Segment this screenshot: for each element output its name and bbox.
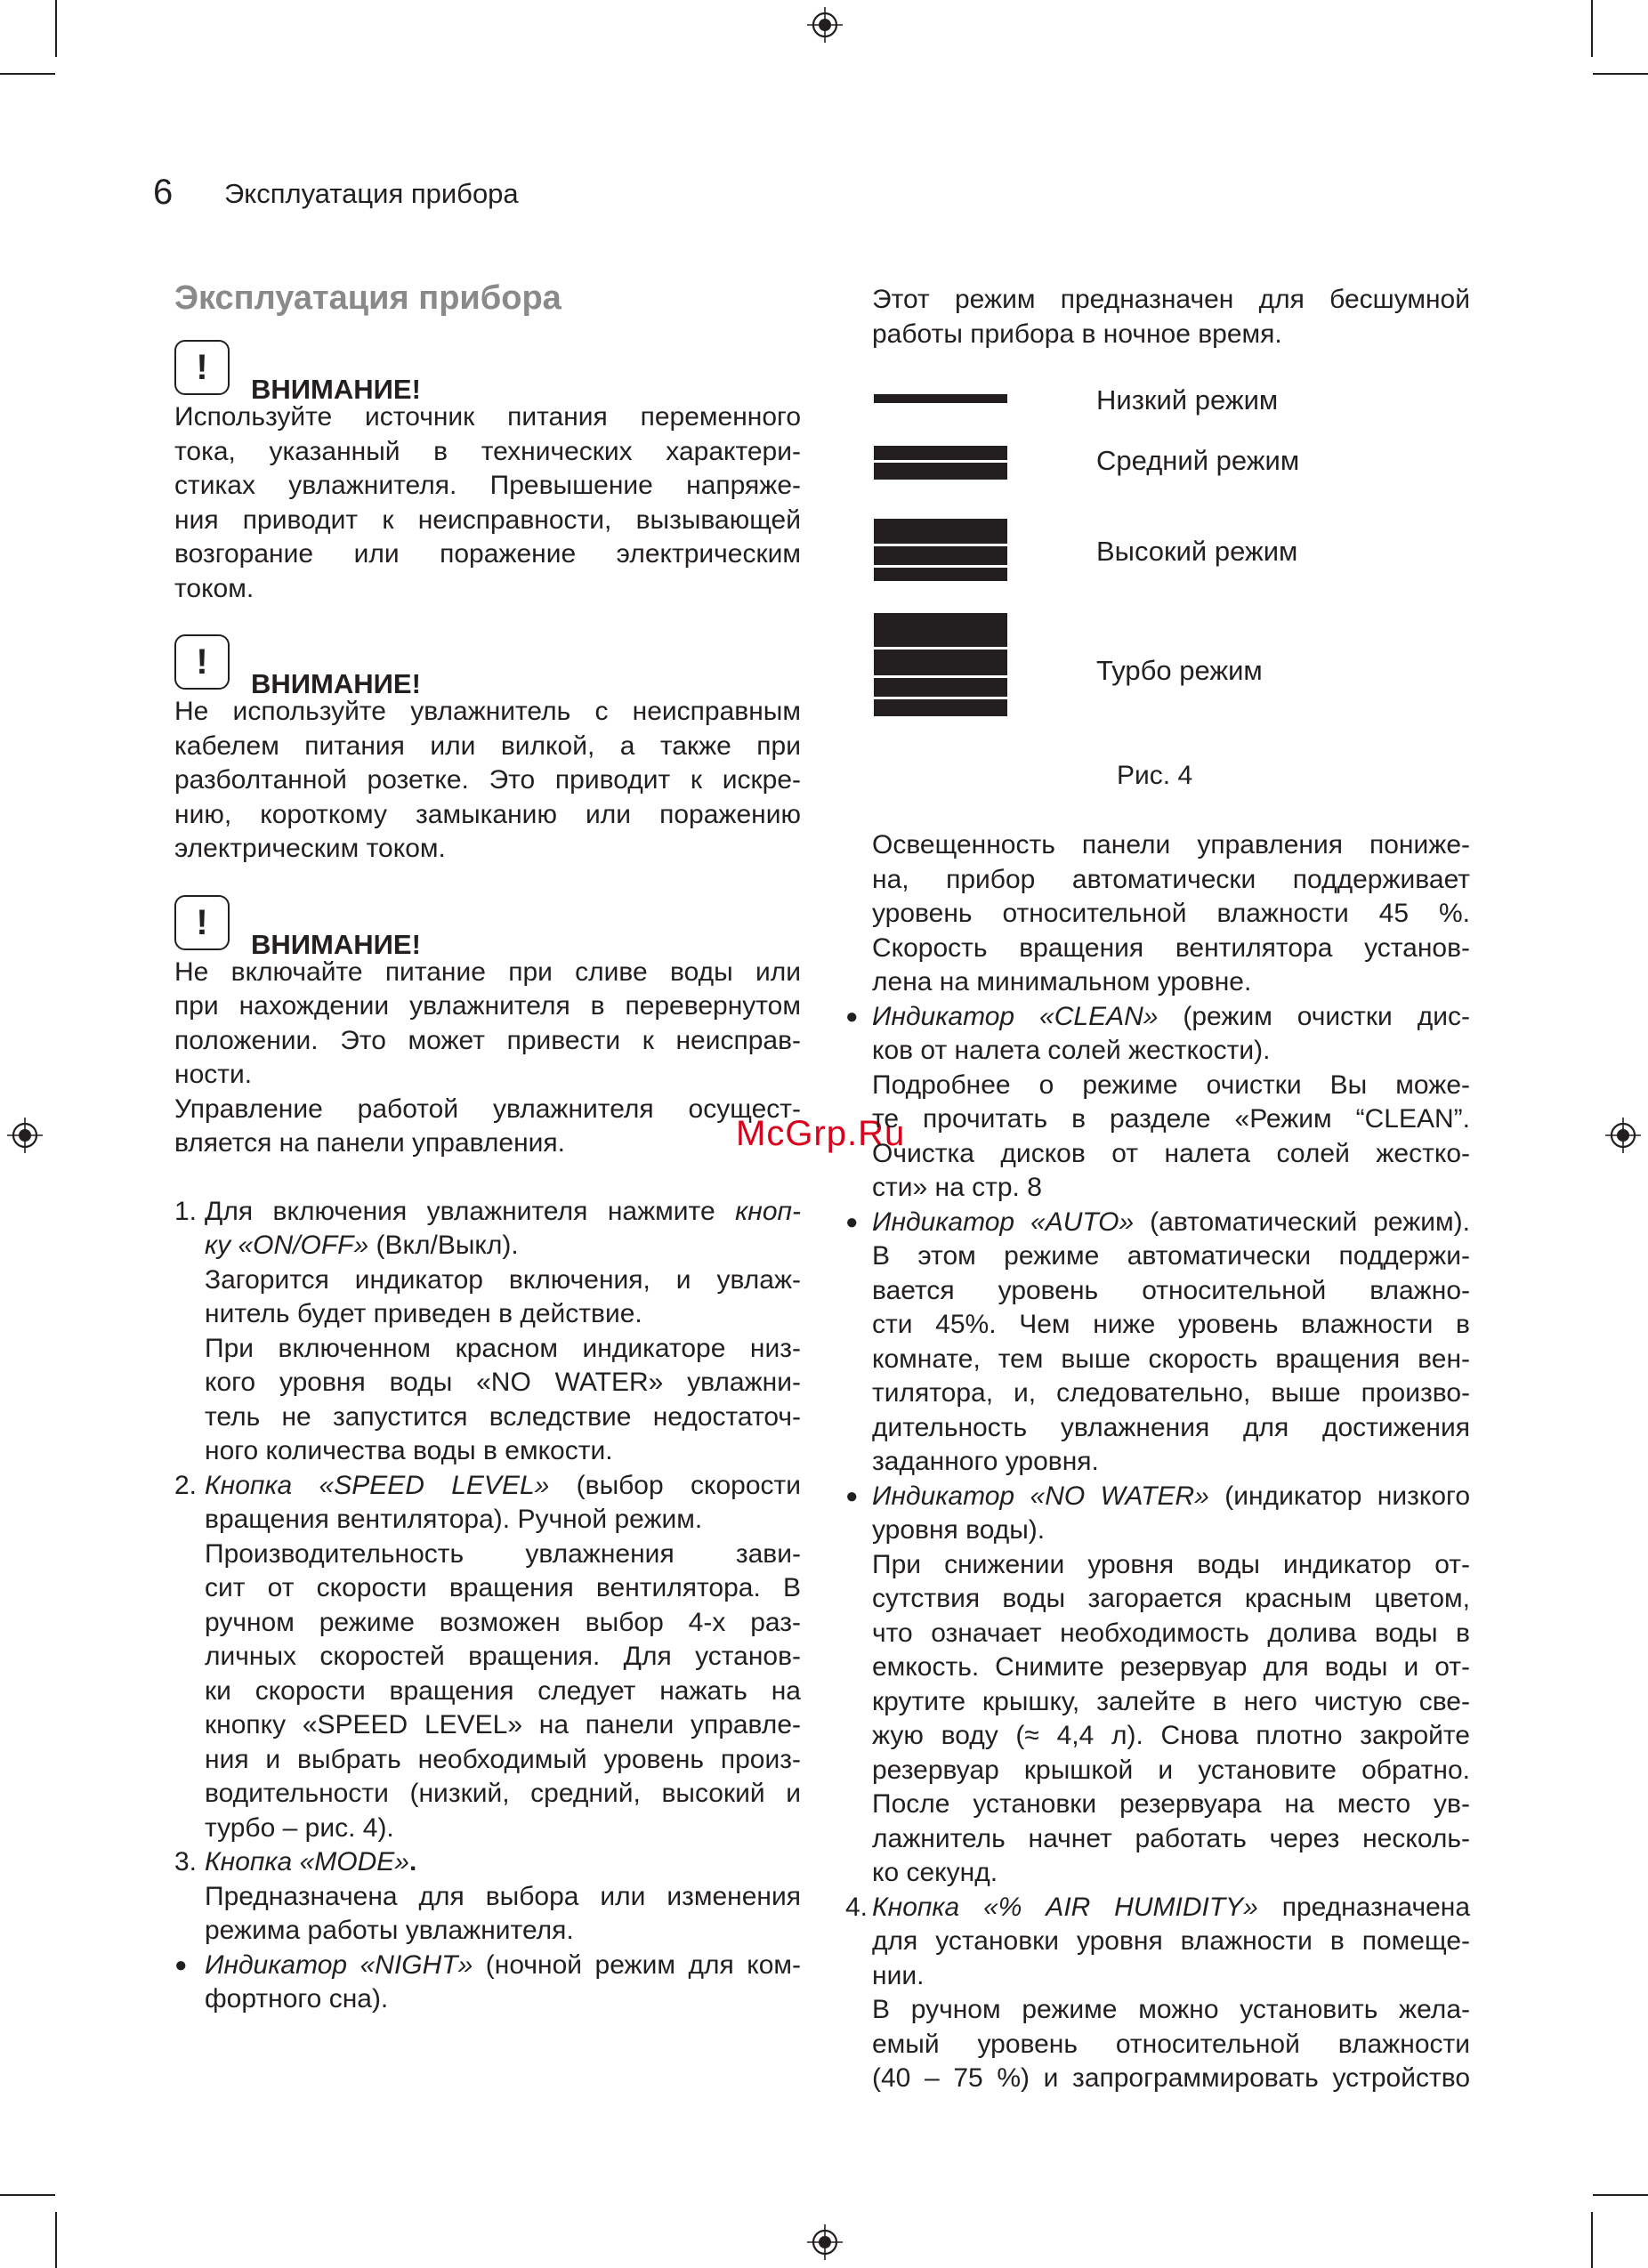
speed-label-low: Низкий режим: [1096, 384, 1279, 416]
crop-mark: [1593, 73, 1648, 75]
text-line: фортного сна).: [205, 1984, 389, 2014]
warning-icon: !: [174, 340, 230, 395]
bar-gap: [874, 565, 1007, 568]
text-span: Кнопка «SPEED LEVEL»: [205, 1470, 550, 1500]
warning-text: [174, 695, 801, 867]
text-span: кноп-: [735, 1196, 801, 1226]
text-line: ки скорости вращения следует нажать на: [205, 1675, 801, 1706]
text-line: В ручном режиме можно установить жела-: [872, 1995, 1470, 2024]
bar-gap: [874, 647, 1007, 650]
text-line: Производительность увлажнения зави-: [205, 1538, 801, 1569]
text-line: Подробнее о режиме очистки Вы може-: [872, 1069, 1470, 1100]
text-line: дительность увлажнения для достижения: [872, 1412, 1470, 1442]
text-line: сти» на стр. 8: [872, 1173, 1042, 1202]
text-line: тока, указанный в технических характери-: [174, 436, 801, 466]
text-line: при нахождении увлажнителя в перевернутом: [174, 991, 801, 1021]
text-line: что означает необходимость долива воды в: [872, 1618, 1470, 1648]
registration-mark-icon: [1605, 1118, 1641, 1153]
crop-mark: [55, 2212, 57, 2268]
registration-mark-icon: [807, 2224, 843, 2260]
list-item-2: [174, 1469, 801, 1846]
text-line: сти 45%. Чем ниже уровень влажности в: [872, 1310, 1470, 1339]
warning-text: [174, 400, 801, 606]
speed-bar-low: [874, 394, 1007, 403]
text-span: Индикатор «AUTO»: [872, 1207, 1135, 1237]
text-span: (Вкл/Выкл).: [368, 1231, 519, 1260]
crop-mark: [0, 73, 55, 75]
text-line: кабелем питания или вилкой, а также при: [174, 730, 801, 761]
text-line: емый уровень относительной влажности: [872, 2029, 1470, 2059]
text-span: Для включения увлажнителя нажмите: [205, 1196, 736, 1226]
item-number: 1.: [174, 1196, 198, 1226]
text-line: сит от скорости вращения вентилятора. В: [205, 1573, 801, 1602]
crop-mark: [55, 0, 57, 57]
item-number: 2.: [174, 1470, 198, 1500]
text-line: ко секунд.: [872, 1858, 998, 1887]
text-line: положении. Это может привести к неисправ-: [174, 1025, 801, 1055]
speed-bar-medium: [874, 446, 1007, 480]
text-span: Кнопка «MODE»: [205, 1847, 409, 1877]
text-line: сутствия воды загорается красным цветом,: [872, 1584, 1470, 1613]
text-line: заданного уровня.: [872, 1447, 1099, 1476]
text-line: током.: [174, 573, 254, 603]
text-line: нитель будет приведен в действие.: [205, 1299, 642, 1328]
text-span: ку «ON/OFF»: [205, 1231, 369, 1260]
text-span: Индикатор «CLEAN»: [872, 1001, 1159, 1031]
warning-title: ВНИМАНИЕ!: [251, 928, 421, 960]
text-line: Управление работой увлажнителя осущест-: [174, 1094, 801, 1124]
bar-gap: [874, 460, 1007, 463]
text-span: Кнопка «% AIR HUMIDITY»: [872, 1892, 1258, 1922]
text-line: личных скоростей вращения. Для установ-: [205, 1642, 801, 1671]
text-line: При включенном красном индикаторе низ-: [205, 1333, 801, 1363]
control-intro: [174, 1093, 801, 1161]
text-line: После установки резервуара на место ув-: [872, 1789, 1470, 1819]
text-span: Индикатор «NIGHT»: [205, 1949, 473, 1980]
text-line: тель не запустится вследствие недостаточ-: [205, 1401, 801, 1432]
text-span: (выбор скорости: [549, 1470, 801, 1500]
text-line: ручном режиме возможен выбор 4-х раз-: [205, 1607, 801, 1637]
list-item-4: [845, 1891, 1471, 2096]
text-line: При снижении уровня воды индикатор от-: [872, 1549, 1470, 1579]
text-line: Очистка дисков от налета солей жестко-: [872, 1138, 1470, 1168]
text-line: нии.: [872, 1960, 925, 1990]
bullet-icon: ●: [845, 1483, 859, 1508]
text-line: вращения вентилятора). Ручной режим.: [205, 1505, 703, 1534]
text-line: вляется на панели управления.: [174, 1128, 565, 1158]
text-line: жую воду (≈ 4,4 л). Снова плотно закройте: [872, 1721, 1470, 1750]
text-line: Не включайте питание при сливе воды или: [174, 956, 801, 987]
text-line: кого уровня воды «NO WATER» увлажни-: [205, 1368, 801, 1397]
warning-block: [174, 902, 801, 1093]
text-line: стиках увлажнителя. Превышение напряже-: [174, 471, 801, 500]
text-line: водительности (низкий, средний, высокий и: [205, 1779, 801, 1808]
text-line: те прочитать в разделе «Режим “CLEAN”.: [872, 1104, 1470, 1134]
text-line: Скорость вращения вентилятора установ-: [872, 932, 1470, 963]
text-span: (ночной режим для ком-: [473, 1949, 801, 1980]
text-line: уровень относительной влажности 45 %.: [872, 899, 1470, 928]
text-line: работы прибора в ночное время.: [872, 319, 1282, 349]
night-continued: [872, 828, 1470, 1000]
bullet-night: [174, 1949, 801, 2017]
bar-gap: [874, 697, 1007, 699]
left-column: [174, 276, 801, 2017]
bar-gap: [874, 544, 1007, 546]
text-line: Не используйте увлажнитель с неисправным: [174, 697, 801, 726]
text-line: кнопку «SPEED LEVEL» на панели управле-: [205, 1710, 801, 1739]
warning-text: [174, 956, 801, 1093]
text-line: возгорание или поражение электрическим: [174, 539, 801, 569]
text-line: Предназначена для выбора или изменения: [205, 1881, 801, 1911]
list-item-1: [174, 1195, 801, 1469]
text-line: электрическим током.: [174, 834, 446, 863]
text-line: крутите крышку, залейте в него чистую све-: [872, 1686, 1470, 1716]
text-span: .: [408, 1847, 417, 1877]
text-line: Освещенность панели управления пониже-: [872, 830, 1470, 860]
text-line: турбо – рис. 4).: [205, 1812, 394, 1843]
watermark: McGrp.Ru: [736, 1114, 906, 1153]
text-line: нию, короткому замыканию или поражению: [174, 799, 801, 829]
right-column: [845, 283, 1471, 2096]
text-span: (автоматический режим).: [1134, 1207, 1471, 1237]
bullet-icon: ●: [845, 1209, 859, 1234]
item-number: 3.: [174, 1847, 198, 1877]
page-number: 6: [153, 173, 174, 212]
bullet-auto: [845, 1206, 1471, 1480]
text-line: лена на минимальном уровне.: [872, 967, 1252, 997]
text-line: ного количества воды в емкости.: [205, 1436, 613, 1465]
text-span: (режим очистки дис-: [1158, 1001, 1470, 1031]
text-line: режима работы увлажнителя.: [205, 1916, 574, 1945]
bullet-no-water: [845, 1480, 1471, 1891]
night-text: [872, 283, 1470, 351]
text-line: тилятора, и, следовательно, выше произво-: [872, 1378, 1470, 1408]
text-line: ния приводит к неисправности, вызывающей: [174, 504, 801, 535]
text-line: для установки уровня влажности в помеще-: [872, 1926, 1470, 1956]
text-line: лажнитель начнет работать через несколь-: [872, 1823, 1470, 1853]
text-line: (40 – 75 %) и запрограммировать устройство: [872, 2063, 1470, 2093]
text-line: Используйте источник питания переменного: [174, 402, 801, 432]
crop-mark: [1591, 0, 1593, 57]
speed-label-medium: Средний режим: [1096, 445, 1300, 476]
bar-gap: [874, 675, 1007, 678]
text-line: ния и выбрать необходимый уровень произ-: [205, 1744, 801, 1774]
crop-mark: [1593, 2194, 1648, 2196]
text-line: комнате, тем выше скорость вращения вен-: [872, 1344, 1470, 1374]
text-span: Индикатор «NO WATER»: [872, 1481, 1209, 1511]
text-line: емкость. Снимите резервуар для воды и от-: [872, 1652, 1470, 1682]
registration-mark-icon: [807, 7, 843, 43]
warning-icon: !: [174, 895, 230, 950]
text-line: Этот режим предназначен для бесшумной: [872, 285, 1470, 314]
text-line: резервуар крышкой и установите обратно.: [872, 1755, 1470, 1785]
list-item-3: [174, 1845, 801, 1949]
crop-mark: [1591, 2212, 1593, 2268]
bullet-icon: ●: [845, 1004, 859, 1029]
warning-icon: !: [174, 634, 230, 690]
registration-mark-icon: [7, 1118, 43, 1153]
warning-block: [174, 642, 801, 867]
text-line: разболтанной розетке. Это приводит к искре-: [174, 765, 801, 795]
text-span: предназначена: [1257, 1892, 1471, 1922]
section-title: Эксплуатация прибора: [174, 279, 561, 317]
running-head: Эксплуатация прибора: [224, 178, 519, 209]
warning-title: ВНИМАНИЕ!: [251, 374, 421, 405]
text-line: Загорится индикатор включения, и увлаж-: [205, 1264, 801, 1295]
text-line: уровня воды).: [872, 1515, 1046, 1545]
bullet-clean: [845, 1000, 1470, 1206]
text-line: ности.: [174, 1060, 253, 1089]
text-line: вается уровень относительной влажно-: [872, 1275, 1470, 1305]
speed-label-high: Высокий режим: [1096, 536, 1298, 567]
speed-level-figure: [872, 383, 1470, 828]
bullet-icon: ●: [174, 1952, 188, 1977]
warning-block: [174, 347, 801, 606]
text-line: В этом режиме автоматически поддержи-: [872, 1241, 1470, 1271]
item-number: 4.: [845, 1892, 868, 1922]
text-span: (индикатор низкого: [1208, 1481, 1471, 1511]
speed-label-turbo: Турбо режим: [1096, 655, 1263, 686]
warning-title: ВНИМАНИЕ!: [251, 668, 421, 699]
figure-caption: Рис. 4: [1117, 761, 1193, 790]
text-line: на, прибор автоматически поддерживает: [872, 864, 1470, 894]
speed-bar-high: [874, 519, 1007, 581]
speed-bar-turbo: [874, 613, 1007, 716]
crop-mark: [0, 2194, 55, 2196]
text-line: ков от налета солей жесткости).: [872, 1036, 1271, 1065]
